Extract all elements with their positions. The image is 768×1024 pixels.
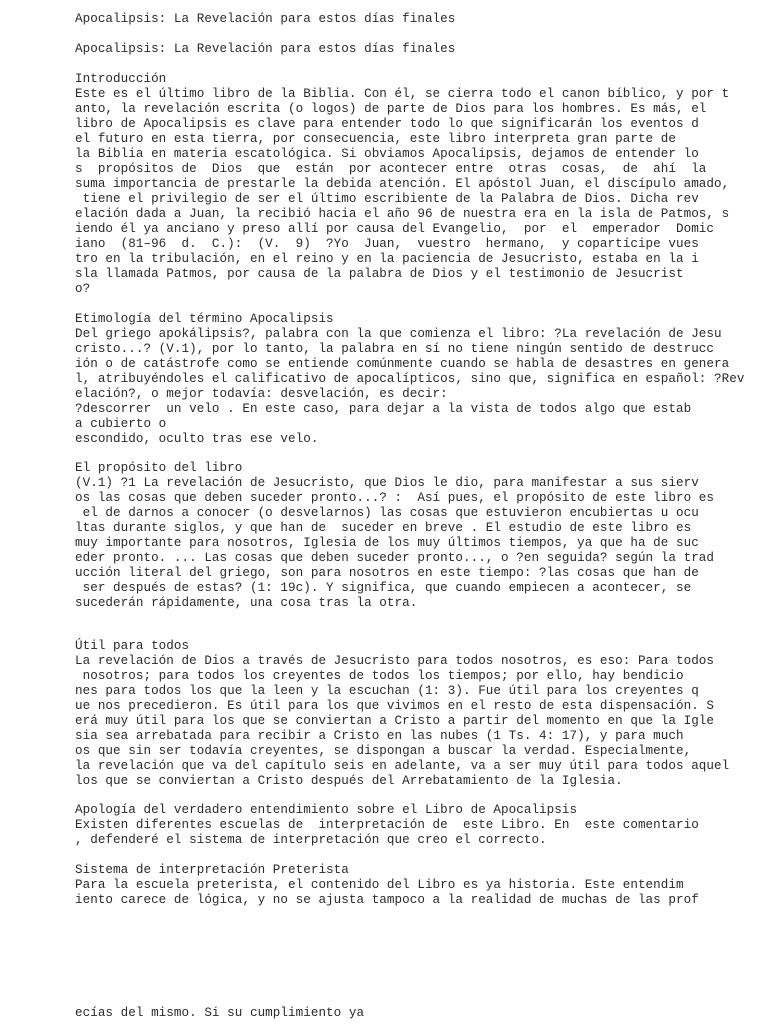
document-title: Apocalipsis: La Revelación para estos días finales (75, 42, 456, 56)
header-title: Apocalipsis: La Revelación para estos días finales (75, 12, 456, 26)
paragraph-line: Para la escuela preterista, el contenido del Libro es ya historia. Este entendim (75, 878, 684, 892)
paragraph-line: os las cosas que deben suceder pronto...? : Así pues, el propósito de este libro es (75, 491, 715, 505)
paragraph-line: a cubierto o (75, 417, 167, 431)
paragraph-line: suma importancia de prestarle la debida atención. El apóstol Juan, el discípulo amado, (75, 177, 730, 191)
paragraph-line: ión o de catástrofe como se entiende comúnmente cuando se habla de desastres en genera (75, 357, 730, 371)
paragraph-line: erá muy útil para los que se conviertan a Cristo a partir del momento en que la Igle (75, 714, 715, 728)
paragraph-line: cristo...? (V.1), por lo tanto, la palabra en sí no tiene ningún sentido de destrucc (75, 342, 715, 356)
paragraph-line: , defenderé el sistema de interpretación que creo el correcto. (75, 833, 547, 847)
paragraph-line: sucederán rápidamente, una cosa tras la otra. (75, 596, 418, 610)
paragraph-line: elación dada a Juan, la recibió hacia el año 96 de nuestra era en la isla de Patmos, s (75, 207, 730, 221)
paragraph-line: muy importante para nosotros, Iglesia de los muy últimos tiempos, ya que ha de suc (75, 536, 699, 550)
paragraph-line: ue nos precedieron. Es útil para los que vivimos en el resto de esta dispensación. S (75, 699, 715, 713)
paragraph-line: o? (75, 282, 91, 296)
paragraph-line: el de darnos a conocer (o desvelarnos) las cosas que estuvieron encubiertas u ocu (75, 506, 699, 520)
paragraph-line: (V.1) ?1 La revelación de Jesucristo, que Dios le dio, para manifestar a sus sierv (75, 476, 699, 490)
paragraph-line: os que sin ser todavía creyentes, se dispongan a buscar la verdad. Especialmente, (75, 744, 692, 758)
paragraph-line: La revelación de Dios a través de Jesucristo para todos nosotros, es eso: Para todos (75, 654, 715, 668)
paragraph-line: ltas durante siglos, y que han de suceder en breve . El estudio de este libro es (75, 521, 692, 535)
paragraph-line: sia sea arrebatada para recibir a Cristo en las nubes (1 Ts. 4: 17), y para much (75, 729, 684, 743)
paragraph-line: s propósitos de Dios que están por acontecer entre otras cosas, de ahí la (75, 162, 707, 176)
section-heading-util-para-todos: Útil para todos (75, 639, 190, 653)
paragraph-line: ser después de estas? (1: 19c). Y significa, que cuando empiecen a acontecer, se (75, 581, 692, 595)
paragraph-line: los que se conviertan a Cristo después del Arrebatamiento de la Iglesia. (75, 774, 623, 788)
paragraph-line: libro de Apocalipsis es clave para entender todo lo que significarán los eventos d (75, 117, 699, 131)
section-heading-preterista: Sistema de interpretación Preterista (75, 863, 349, 877)
paragraph-line: sla llamada Patmos, por causa de la palabra de Dios y el testimonio de Jesucrist (75, 267, 684, 281)
paragraph-line: iano (81–96 d. C.): (V. 9) ?Yo Juan, vuestro hermano, y copartícipe vues (75, 237, 699, 251)
paragraph-line: iendo él ya anciano y preso allí por causa del Evangelio, por el emperador Domic (75, 222, 715, 236)
paragraph-line: nes para todos los que la leen y la escuchan (1: 3). Fue útil para los creyentes q (75, 684, 699, 698)
paragraph-line: tiene el privilegio de ser el último escribiente de la Palabra de Dios. Dicha rev (75, 192, 699, 206)
paragraph-line: l, atribuyéndoles el calificativo de apocalípticos, sino que, significa en español: ?Rev (75, 372, 745, 386)
paragraph-line: Este es el último libro de la Biblia. Con él, se cierra todo el canon bíblico, y por t (75, 87, 730, 101)
paragraph-line: elación?, o mejor todavía: desvelación, es decir: (75, 387, 448, 401)
paragraph-line: Del griego apokálipsis?, palabra con la que comienza el libro: ?La revelación de Jesu (75, 327, 722, 341)
section-heading-etimologia: Etimología del término Apocalipsis (75, 312, 334, 326)
paragraph-line: escondido, oculto tras ese velo. (75, 432, 319, 446)
paragraph-line: ?descorrer un velo . En este caso, para dejar a la vista de todos algo que estab (75, 402, 692, 416)
paragraph-line: eder pronto. ... Las cosas que deben suceder pronto..., o ?en seguida? según la trad (75, 551, 715, 565)
paragraph-line: iento carece de lógica, y no se ajusta tampoco a la realidad de muchas de las prof (75, 893, 699, 907)
section-heading-introduccion: Introducción (75, 72, 167, 86)
paragraph-line: anto, la revelación escrita (o logos) de parte de Dios para los hombres. Es más, el (75, 102, 707, 116)
paragraph-line: la revelación que va del capítulo seis en adelante, va a ser muy útil para todos aquel (75, 759, 730, 773)
paragraph-line: tro en la tribulación, en el reino y en la paciencia de Jesucristo, estaba en la i (75, 252, 699, 266)
section-heading-apologia: Apología del verdadero entendimiento sobre el Libro de Apocalipsis (75, 803, 578, 817)
paragraph-line: el futuro en esta tierra, por consecuencia, este libro interpreta gran parte de (75, 132, 676, 146)
paragraph-line: ucción literal del griego, son para nosotros en este tiempo: ?las cosas que han de (75, 566, 699, 580)
paragraph-line: Existen diferentes escuelas de interpretación de este Libro. En este comentario (75, 818, 699, 832)
paragraph-line: nosotros; para todos los creyentes de todos los tiempos; por ello, hay bendicio (75, 669, 684, 683)
section-heading-proposito: El propósito del libro (75, 461, 243, 475)
paragraph-line: la Biblia en materia escatológica. Si obviamos Apocalipsis, dejamos de entender lo (75, 147, 699, 161)
continued-text-fragment: ecías del mismo. Si su cumplimiento ya (75, 1006, 365, 1020)
